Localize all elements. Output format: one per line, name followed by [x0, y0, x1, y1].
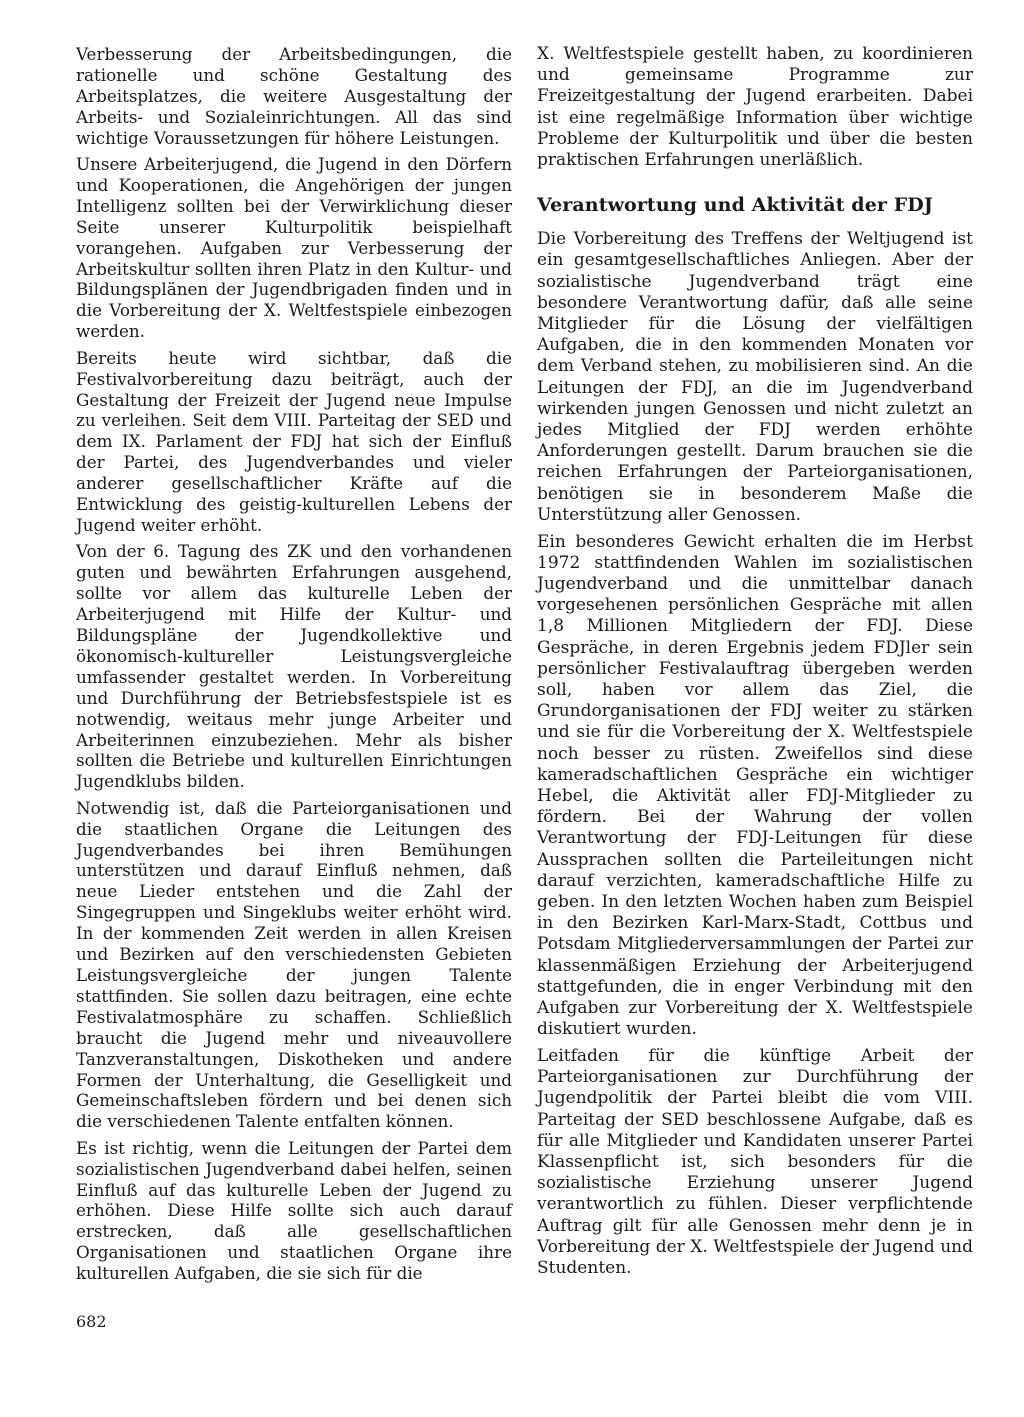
paragraph: Notwendig ist, daß die Parteiorganisationen und die staatlichen Organe die Leitungen des Jugendverbandes bei ihren Bemühungen unterstützen und darauf Einfluß nehmen, daß neue Lieder entstehen und die Zahl der Singegruppen und Singeklubs weiter erhöht wird. In der kommenden Zeit werden in allen Kreisen und Bezirken auf den verschiedensten Gebieten Leistungsvergleiche der jungen Talente stattfinden. Sie sollen dazu beitragen, eine echte Festivalatmosphäre zu schaffen. Schließlich braucht die Jugend mehr und niveauvollere Tanzveranstaltungen, Diskotheken und andere Formen der Unterhaltung, die Geselligkeit und Gemeinschaftsleben fördern und bei denen sich die verschiedenen Talente entfalten können.: [76, 797, 512, 1132]
continued-paragraph: X. Weltfestspiele gestellt haben, zu koordinieren und gemeinsame Programme zur Freizeitgestaltung der Jugend erarbeiten. Dabei ist eine regelmäßige Information über wichtige Probleme der Kulturpolitik und über die besten praktischen Erfahrungen unerläßlich.: [537, 44, 973, 171]
paragraph: Unsere Arbeiterjugend, die Jugend in den Dörfern und Kooperationen, die Angehörigen der jungen Intelligenz sollten bei der Verwirklichung dieser Seite unserer Kulturpolitik beispielhaft vorangehen. Aufgaben zur Verbesserung der Arbeitskultur sollten ihren Platz in den Kultur- und Bildungsplänen der Jugendbrigaden finden und in die Vorbereitung der X. Weltfestspiele einbezogen werden.: [76, 154, 512, 342]
paragraph: Die Vorbereitung des Treffens der Weltjugend ist ein gesamtgesellschaftliches Anliegen. Aber der sozialistische Jugendverband trägt eine besondere Verantwortung dafür, daß alle seine Mitglieder für die Lösung der vielfältigen Aufgaben, die in den kommenden Monaten vor dem Verband stehen, zu mobilisieren sind. An die Leitungen der FDJ, an die im Jugendverband wirkenden jungen Genossen und nicht zuletzt an jedes Mitglied der FDJ werden erhöhte Anforderungen gestellt. Darum brauchen sie die reichen Erfahrungen der Parteiorganisationen, benötigen sie in besonderem Maße die Unterstützung aller Genossen.: [537, 229, 973, 525]
paragraph: Es ist richtig, wenn die Leitungen der Partei dem sozialistischen Jugendverband dabei helfen, seinen Einfluß auf das kulturelle Leben der Jugend zu erhöhen. Diese Hilfe sollte sich auch darauf erstrecken, daß alle gesellschaftlichen Organisationen und staatlichen Organe ihre kulturellen Aufgaben, die sie sich für die: [76, 1137, 512, 1284]
right-column: [537, 44, 973, 1285]
left-column: [76, 44, 512, 1290]
page-number: 682: [76, 1312, 107, 1331]
paragraph: Bereits heute wird sichtbar, daß die Festivalvorbereitung dazu beiträgt, auch der Gestaltung der Freizeit der Jugend neue Impulse zu verleihen. Seit dem VIII. Parteitag der SED und dem IX. Parlament der FDJ hat sich der Einfluß der Partei, des Jugendverbandes und vieler anderer gesellschaftlicher Kräfte auf die Entwicklung des geistig-kulturellen Lebens der Jugend weiter erhöht.: [76, 347, 512, 535]
paragraph: Verbesserung der Arbeitsbedingungen, die rationelle und schöne Gestaltung des Arbeitsplatzes, die weitere Ausgestaltung der Arbeits- und Sozialeinrichtungen. All das sind wichtige Voraussetzungen für höhere Leistungen.: [76, 44, 512, 148]
paragraph: Von der 6. Tagung des ZK und den vorhandenen guten und bewährten Erfahrungen ausgehend, sollte vor allem das kulturelle Leben der Arbeiterjugend mit Hilfe der Kultur- und Bildungspläne der Jugendkollektive und ökonomisch-kultureller Leistungsvergleiche umfassender gestaltet werden. In Vorbereitung und Durchführung der Betriebsfestspiele ist es notwendig, weitaus mehr junge Arbeiter und Arbeiterinnen einzubeziehen. Mehr als bisher sollten die Betriebe und kulturellen Einrichtungen Jugendklubs bilden.: [76, 541, 512, 792]
paragraph: Leitfaden für die künftige Arbeit der Parteiorganisationen zur Durchführung der Jugendpolitik der Partei bleibt die vom VIII. Parteitag der SED beschlossene Aufgabe, daß es für alle Mitglieder und Kandidaten unserer Partei Klassenpflicht ist, sich besonders für die sozialistische Erziehung unserer Jugend verantwortlich zu fühlen. Dieser verpflichtende Auftrag gilt für alle Genossen mehr denn je in Vorbereitung der X. Weltfestspiele der Jugend und Studenten.: [537, 1045, 973, 1278]
section-heading: Verantwortung und Aktivität der FDJ: [537, 194, 933, 217]
paragraph: Ein besonderes Gewicht erhalten die im Herbst 1972 stattfindenden Wahlen im sozialistischen Jugendverband und die unmittelbar danach vorgesehenen persönlichen Gespräche mit allen 1,8 Millionen Mitgliedern der FDJ. Diese Gespräche, in deren Ergebnis jedem FDJler sein persönlicher Festivalauftrag übergeben werden soll, haben vor allem das Ziel, die Grundorganisationen der FDJ weiter zu stärken und sie für die Vorbereitung der X. Weltfestspiele noch besser zu rüsten. Zweifellos sind diese kameradschaftlichen Gespräche ein wichtiger Hebel, die Aktivität aller FDJ-Mitglieder zu fördern. Bei der Wahrung der vollen Verantwortung der FDJ-Leitungen für diese Aussprachen sollten die Parteileitungen nicht darauf verzichten, kameradschaftliche Hilfe zu geben. In den letzten Wochen haben zum Beispiel in den Bezirken Karl-Marx-Stadt, Cottbus und Potsdam Mitgliederversammlungen der Partei zur klassenmäßigen Erziehung der Arbeiterjugend stattgefunden, die in enger Verbindung mit den Aufgaben zur Vorbereitung der X. Weltfestspiele diskutiert wurden.: [537, 531, 973, 1040]
